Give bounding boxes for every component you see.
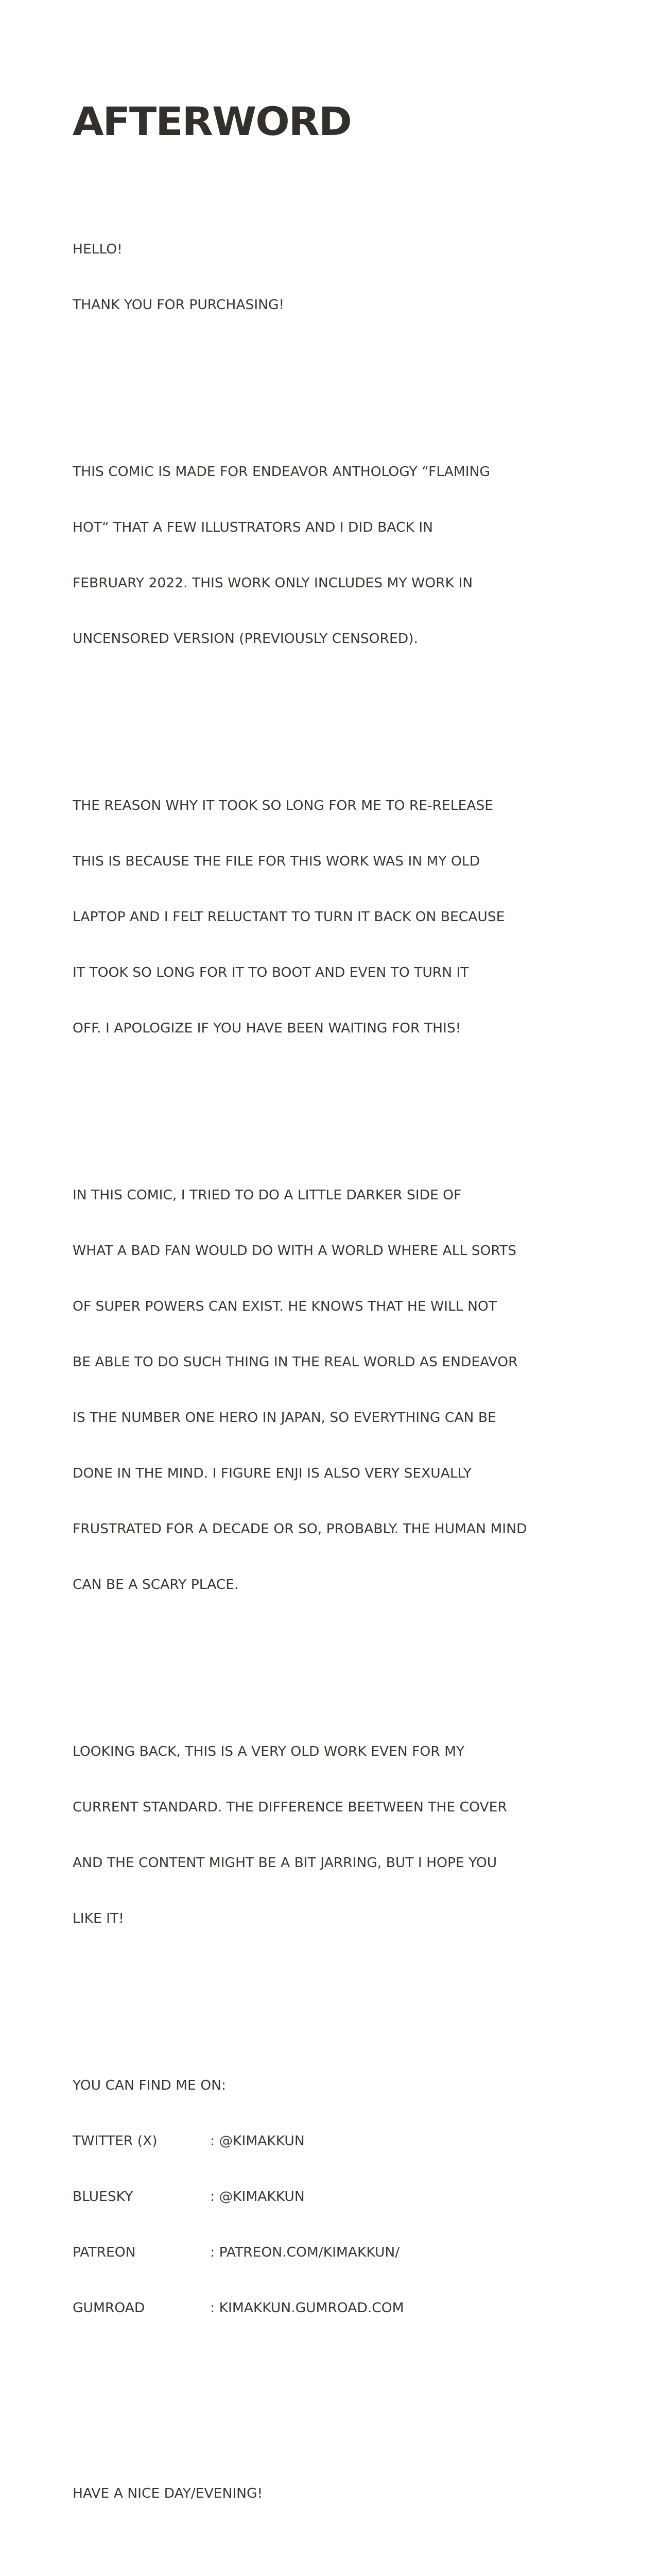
contact-row-gumroad — [73, 2299, 598, 2317]
page-title: AFTERWORD — [73, 98, 351, 144]
contact-label: BLUESKY — [73, 2189, 133, 2205]
contact-row-twitter — [73, 2132, 598, 2150]
paragraph-line: LAPTOP AND I FELT RELUCTANT TO TURN IT BACK ON BECAUSE — [73, 909, 505, 925]
paragraph-line: THE REASON WHY IT TOOK SO LONG FOR ME TO RE-RELEASE — [73, 798, 494, 814]
paragraph-line: LOOKING BACK, THIS IS A VERY OLD WORK EVEN FOR MY — [73, 1744, 465, 1759]
closing-line — [73, 2447, 598, 2540]
paragraph-line: DONE IN THE MIND. I FIGURE ENJI IS ALSO VERY SEXUALLY — [73, 1466, 472, 1481]
contacts-block — [73, 2039, 598, 2354]
paragraph-line: WHAT A BAD FAN WOULD DO WITH A WORLD WHERE ALL SORTS — [73, 1243, 516, 1259]
greeting-block — [73, 203, 598, 351]
paragraph-line: UNCENSORED VERSION (PREVIOUSLY CENSORED). — [73, 631, 418, 647]
paragraph-line: OF SUPER POWERS CAN EXIST. HE KNOWS THAT HE WILL NOT — [73, 1299, 497, 1314]
greeting-line: THANK YOU FOR PURCHASING! — [73, 297, 285, 313]
contact-label: PATREON — [73, 2245, 136, 2260]
paragraph-looking-back — [73, 1705, 598, 1965]
paragraph-comic — [73, 1149, 598, 1631]
greeting-line: HELLO! — [73, 242, 123, 257]
paragraph-line: IT TOOK SO LONG FOR IT TO BOOT AND EVEN TO TURN IT — [73, 965, 469, 980]
contact-row-bluesky — [73, 2188, 598, 2206]
paragraph-line: FRUSTRATED FOR A DECADE OR SO, PROBABLY. THE HUMAN MIND — [73, 1521, 527, 1537]
contact-row-patreon — [73, 2243, 598, 2262]
paragraph-line: IN THIS COMIC, I TRIED TO DO A LITTLE DARKER SIDE OF — [73, 1188, 462, 1203]
closing-text: HAVE A NICE DAY/EVENING! — [73, 2486, 263, 2501]
paragraph-line: THIS IS BECAUSE THE FILE FOR THIS WORK WAS IN MY OLD — [73, 854, 480, 869]
paragraph-anthology — [73, 426, 598, 685]
paragraph-reason — [73, 759, 598, 1075]
paragraph-line: OFF. I APOLOGIZE IF YOU HAVE BEEN WAITING FOR THIS! — [73, 1021, 461, 1036]
paragraph-line: BE ABLE TO DO SUCH THING IN THE REAL WORLD AS ENDEAVOR — [73, 1354, 518, 1370]
paragraph-line: THIS COMIC IS MADE FOR ENDEAVOR ANTHOLOGY “FLAMING — [73, 464, 490, 480]
paragraph-line: IS THE NUMBER ONE HERO IN JAPAN, SO EVERYTHING CAN BE — [73, 1410, 496, 1426]
contact-value: : @KIMAKKUN — [210, 2133, 305, 2149]
contact-value: : KIMAKKUN.GUMROAD.COM — [210, 2300, 404, 2316]
paragraph-line: CURRENT STANDARD. THE DIFFERENCE BEETWEEN THE COVER — [73, 1800, 507, 1815]
contacts-heading: YOU CAN FIND ME ON: — [73, 2078, 226, 2093]
paragraph-line: CAN BE A SCARY PLACE. — [73, 1577, 239, 1592]
paragraph-line: LIKE IT! — [73, 1911, 124, 1926]
paragraph-line: FEBRUARY 2022. THIS WORK ONLY INCLUDES MY WORK IN — [73, 575, 473, 591]
paragraph-line: AND THE CONTENT MIGHT BE A BIT JARRING, BUT I HOPE YOU — [73, 1855, 497, 1871]
contact-label: TWITTER (X) — [73, 2133, 158, 2149]
contact-label: GUMROAD — [73, 2300, 145, 2316]
afterword-page — [73, 98, 587, 2576]
paragraph-line: HOT“ THAT A FEW ILLUSTRATORS AND I DID BACK IN — [73, 520, 433, 535]
contact-value: : PATREON.COM/KIMAKKUN/ — [210, 2245, 400, 2260]
contact-value: : @KIMAKKUN — [210, 2189, 305, 2205]
